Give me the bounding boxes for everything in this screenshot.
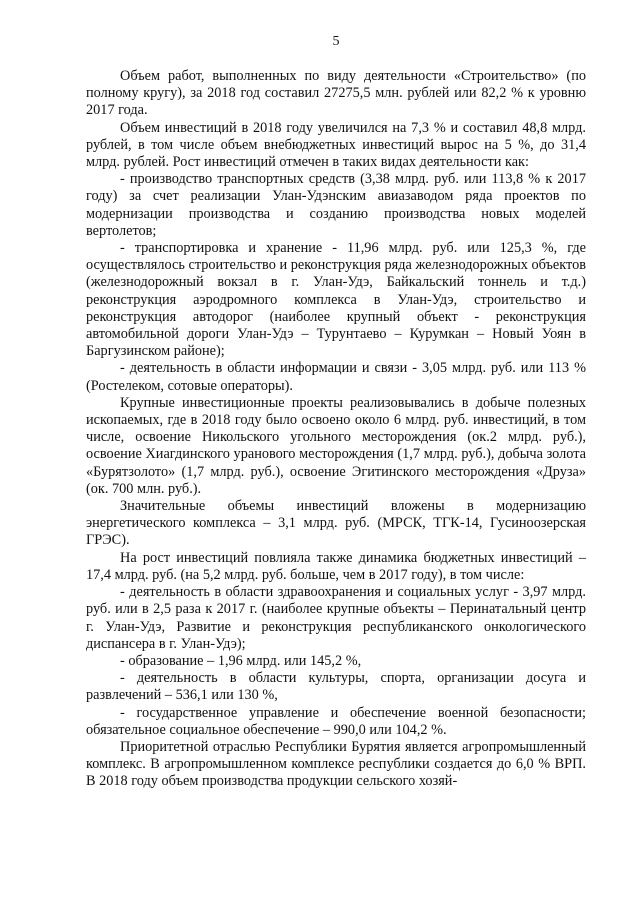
paragraph-mining-projects: Крупные инвестиционные проекты реализовывались в добыче полезных ископаемых, где в 2018 году было освоено около 6 млрд. руб. инвестиций, в том числе, освоение Никольского угольного месторождения (ок.2 млрд. руб.), освоение Хиагдинского уранового месторождения (1,7 млрд. руб.), добыча золота «Бурятзолото» (1,7 млрд. руб.), освоение Эгитинского месторождения «Друза» (ок. 700 млн. руб.).	[86, 394, 586, 497]
list-item-transport-storage: - транспортировка и хранение - 11,96 млрд. руб. или 125,3 %, где осуществлялось строительство и реконструкция ряда железнодорожных объектов (железнодорожный вокзал в г. Улан-Удэ, Байкальский тоннель и т.д.) реконструкция аэродромного комплекса в Улан-Удэ, строительство и реконструкция автодорог (наиболее крупный объект - реконструкция автомобильной дороги Улан-Удэ – Турунтаево – Курумкан – Новый Уоян в Баргузинском районе);	[86, 240, 586, 360]
list-item-education: - образование – 1,96 млрд. или 145,2 %,	[120, 652, 362, 669]
paragraph-agro-complex: Приоритетной отраслью Республики Бурятия является агропромышленный комплекс. В агропромышленном комплексе республики создается до 6,0 % ВРП. В 2018 году объем производства продукции сельского хозяй-	[86, 738, 586, 790]
list-item-healthcare: - деятельность в области здравоохранения и социальных услуг - 3,97 млрд. руб. или в 2,5 раза к 2017 г. (наиболее крупные объекты – Перинатальный центр г. Улан-Удэ, Развитие и реконструкция республиканского онкологического диспансера в г. Улан-Удэ);	[86, 584, 586, 652]
paragraph-budget-investments: На рост инвестиций повлияла также динамика бюджетных инвестиций – 17,4 млрд. руб. (на 5,2 млрд. руб. больше, чем в 2017 году), в том числе:	[86, 549, 586, 583]
paragraph-investment-volume: Объем инвестиций в 2018 году увеличился на 7,3 % и составил 48,8 млрд. рублей, в том числе объем внебюджетных инвестиций вырос на 5 %, до 31,4 млрд. рублей. Рост инвестиций отмечен в таких видах деятельности как:	[86, 119, 586, 171]
paragraph-energy-complex: Значительные объемы инвестиций вложены в модернизацию энергетического комплекса – 3,1 млрд. руб. (МРСК, ТГК-14, Гусиноозерская ГРЭС).	[86, 498, 586, 549]
list-item-information-communication: - деятельность в области информации и связи - 3,05 млрд. руб. или 113 % (Ростелеком, сотовые операторы).	[86, 360, 586, 394]
list-item-public-administration: - государственное управление и обеспечение военной безопасности; обязательное социальное обеспечение – 990,0 или 104,2 %.	[86, 704, 586, 738]
list-item-transport-vehicles: - производство транспортных средств (3,38 млрд. руб. или 113,8 % к 2017 году) за счет реализации Улан-Удэнским авиазаводом ряда проектов по модернизации производства и созданию производства новых моделей вертолетов;	[86, 171, 586, 239]
page-number: 5	[332, 34, 340, 49]
paragraph-construction-volume: Объем работ, выполненных по виду деятельности «Строительство» (по полному кругу), за 2018 год составил 27275,5 млн. рублей или 82,2 % к уровню 2017 года.	[86, 68, 586, 119]
list-item-culture-sport: - деятельность в области культуры, спорта, организации досуга и развлечений – 536,1 или 130 %,	[86, 670, 586, 704]
